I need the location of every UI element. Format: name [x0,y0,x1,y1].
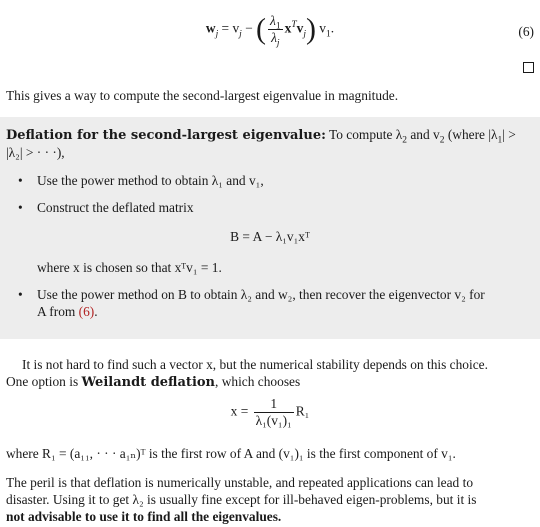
equation-6: $w_j = v_j$ − ( $\frac{\lambda_1}{\lambda_j}$ $x^Tv_j$) $v_1$. (6) [205,12,534,49]
box-heading-line2: |λ₂| > · · ·), [6,145,65,160]
bullet-2: Construct the deflated matrix [37,200,194,215]
intro-paragraph: This gives a way to compute the second-largest eigenvalue in magnitude. [6,88,399,103]
lambda-ratio: $\frac{\lambda_1}{\lambda_j}$ [270,13,281,49]
equation-number: (6) [518,24,534,39]
stability-paragraph-line1: It is not hard to find such a vector x, but the numerical stability depends on this choice. [22,357,488,372]
bullet-3-line2: A from (6). [37,304,98,319]
bullet-icon: • [18,173,23,188]
box-heading: Deflation for the second-largest eigenvalue: To compute $\lambda_2$ and $v_2$ (where $|\lambda_1|$ > [6,127,516,146]
bullet-3-line1: Use the power method on B to obtain λ₂ and w₂, then recover the eigenvector v₂ for [37,287,485,302]
bullet-icon: • [18,200,23,215]
peril-paragraph-line2: disaster. Using it to get λ₂ is usually fine except for ill-behaved eigen-problems, but it is [6,492,477,507]
peril-paragraph-line1: The peril is that deflation is numerically unstable, and repeated applications can lead to [6,475,474,490]
deflated-matrix-equation: B = A − λ₁v₁xᵀ [230,229,310,244]
where-row-definition: where R₁ = (a₁₁, · · · a₁ₙ)ᵀ is the first row of A and (v₁)₁ is the first component of v₁. [6,446,456,461]
where-clause: where x is chosen so that xᵀv₁ = 1. [37,260,222,275]
eq6-lhs: w [205,20,216,36]
equation-6-link[interactable]: (6) [78,304,95,319]
bullet-icon: • [18,287,23,302]
qed-square [523,62,534,73]
weilandt-equation: x = $\frac{1}{\text{λ₁(v₁)₁}}$ R₁ [230,396,310,428]
bullet-1: Use the power method to obtain λ₁ and v₁, [37,173,264,188]
stability-paragraph-line2: One option is Weilandt deflation, which chooses [6,374,301,390]
peril-paragraph-line3: not advisable to use it to find all the eigenvalues. [6,509,282,524]
